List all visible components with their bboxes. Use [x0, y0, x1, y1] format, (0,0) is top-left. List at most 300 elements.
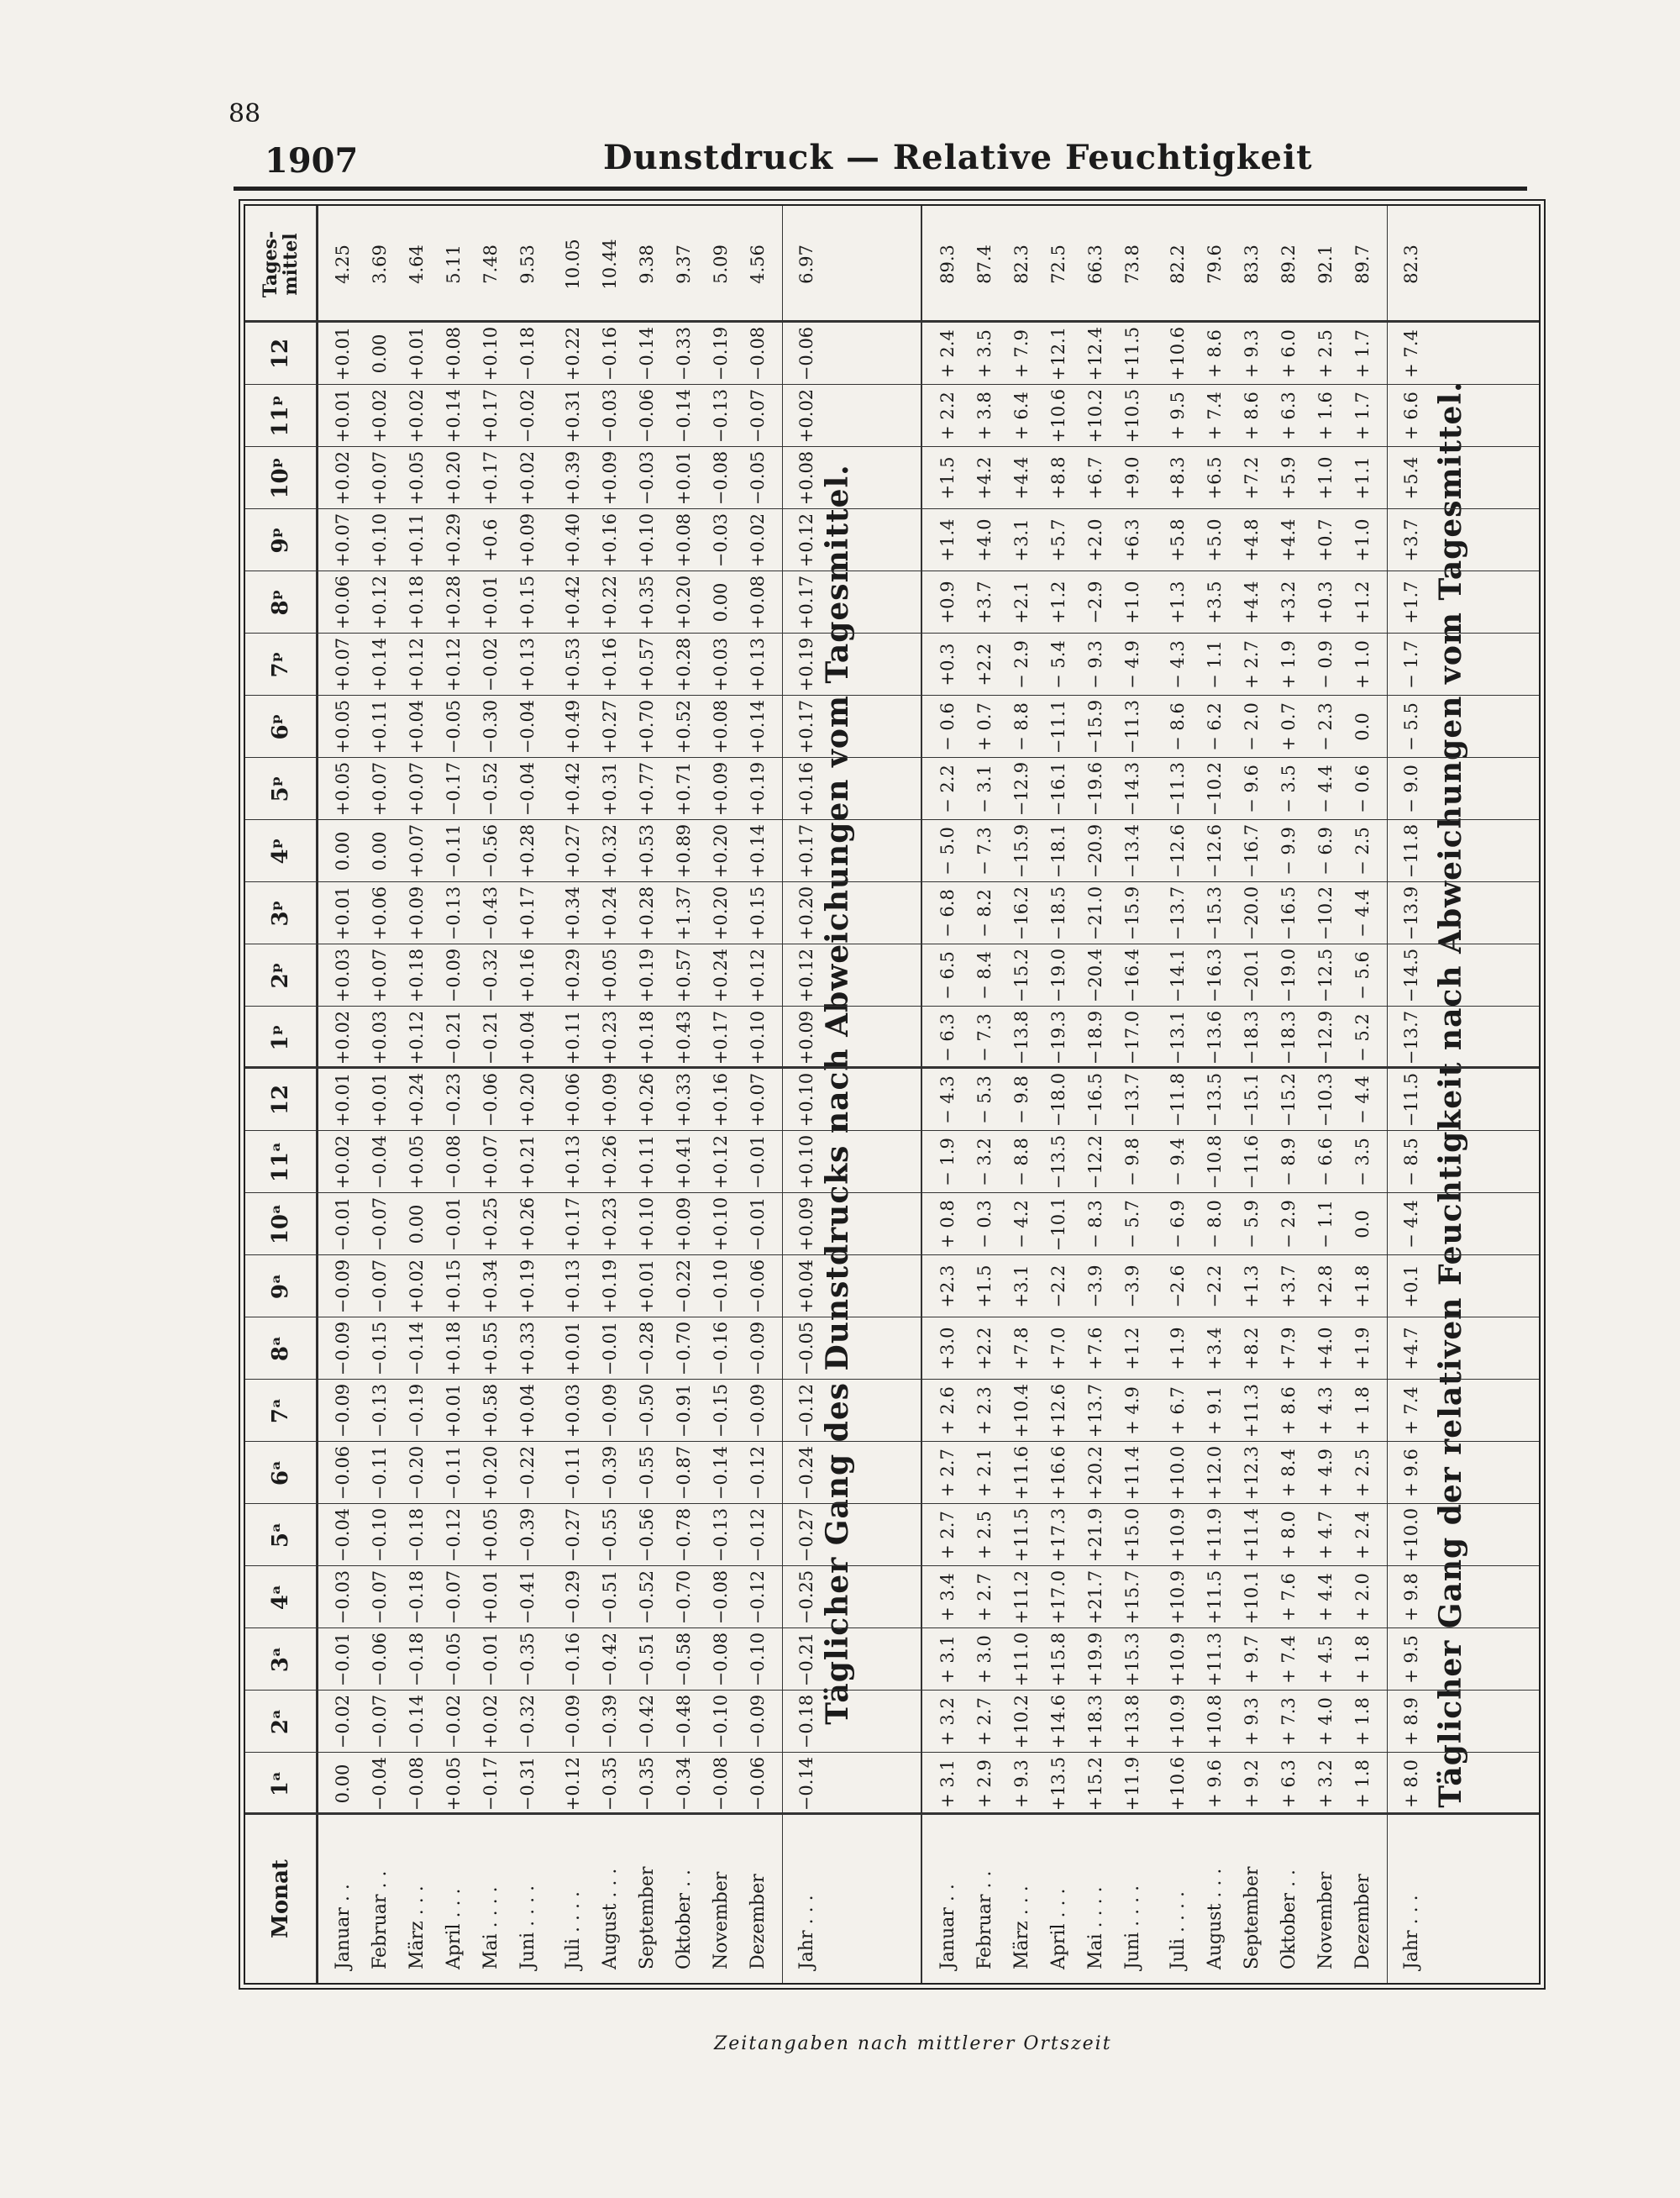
table-cell: +11.9 [1205, 1507, 1225, 1563]
table-cell: +0.20 [444, 450, 464, 506]
table-cell: +0.49 [563, 699, 583, 755]
table-cell: −10.2 [1205, 761, 1225, 817]
column-divider [245, 757, 1539, 758]
table-cell: +7.2 [1242, 456, 1262, 500]
table-cell: +11.6 [1011, 1445, 1032, 1501]
table-cell: −0.04 [370, 1134, 390, 1190]
table-cell: −20.0 [1242, 886, 1262, 941]
table-cell: +0.29 [444, 513, 464, 568]
table-cell: +0.1 [1401, 1265, 1421, 1308]
table-cell: +0.14 [370, 637, 390, 692]
table-cell: +0.19 [796, 637, 816, 692]
table-cell: −19.6 [1085, 761, 1105, 817]
table-cell: +0.04 [517, 1383, 538, 1438]
row-month-label: Mai . . . . [1084, 1886, 1106, 1969]
table-cell-mean: 73.8 [1122, 245, 1142, 284]
table-cell: +0.15 [517, 575, 538, 630]
table-cell: +0.17 [480, 450, 501, 506]
table-row [472, 206, 509, 1983]
column-divider [245, 384, 1539, 385]
table-cell: + 3.2 [1315, 1759, 1336, 1808]
table-cell: +0.01 [333, 326, 353, 381]
table-cell: +0.10 [480, 326, 501, 381]
table-cell: 0.00 [370, 334, 390, 374]
table-cell: +1.0 [1352, 518, 1373, 562]
table-cell: −0.12 [444, 1507, 464, 1563]
table-cell: +0.07 [333, 637, 353, 692]
table-cell: +1.37 [674, 886, 694, 941]
table-cell: −0.28 [637, 1321, 657, 1376]
table-cell: + 1.8 [1352, 1759, 1373, 1808]
table-cell: −0.05 [444, 699, 464, 755]
table-cell: −16.2 [1011, 886, 1032, 941]
table-cell: +15.2 [1085, 1756, 1105, 1812]
table-cell: +0.10 [370, 513, 390, 568]
table-cell: +0.31 [600, 761, 620, 817]
table-cell: +0.04 [517, 1010, 538, 1065]
column-divider [245, 1503, 1539, 1504]
table-cell: −0.22 [674, 1259, 694, 1314]
table-cell: +21.9 [1085, 1507, 1105, 1563]
table-cell: −0.18 [407, 1507, 427, 1563]
table-cell: −0.09 [600, 1383, 620, 1438]
table-cell: +7.0 [1048, 1327, 1068, 1370]
table-cell: +0.12 [370, 575, 390, 630]
table-cell: +20.2 [1085, 1445, 1105, 1501]
table-cell: −0.04 [517, 699, 538, 755]
table-cell: + 9.3 [1011, 1759, 1032, 1808]
table-cell: +1.2 [1122, 1327, 1142, 1370]
table-row [361, 206, 398, 1983]
table-cell: −12.6 [1168, 823, 1188, 879]
table-cell: − 8.8 [1011, 1138, 1032, 1186]
total-row-divider [782, 206, 783, 1983]
table-cell: +1.0 [1315, 456, 1336, 500]
table-cell: +0.09 [407, 886, 427, 941]
table-cell: +11.5 [1205, 1570, 1225, 1625]
table-cell: + 8.0 [1278, 1511, 1299, 1559]
table-cell: −0.09 [333, 1383, 353, 1438]
table-cell: −0.21 [480, 1010, 501, 1065]
table-cell: +0.20 [480, 1445, 501, 1501]
table-cell: +0.02 [748, 513, 768, 568]
table-cell: − 6.2 [1205, 702, 1225, 751]
table-cell: +0.17 [563, 1196, 583, 1252]
table-cell-mean: 89.3 [937, 245, 958, 284]
table-cell: +3.5 [1205, 581, 1225, 624]
table-cell: −2.9 [1085, 581, 1105, 624]
table-cell: −18.3 [1278, 1010, 1299, 1065]
table-cell: +0.17 [796, 823, 816, 879]
table-cell: −0.10 [711, 1259, 731, 1314]
table-cell: −15.9 [1122, 886, 1142, 941]
table-cell: +0.24 [600, 886, 620, 941]
table-cell: +0.13 [748, 637, 768, 692]
table-cell: +0.01 [370, 1072, 390, 1128]
column-header-hour: 9ᵖ [268, 527, 293, 554]
table-cell: −0.13 [711, 1507, 731, 1563]
table-cell: 0.0 [1352, 713, 1373, 741]
table-cell: +6.5 [1205, 456, 1225, 500]
table-cell: +10.2 [1011, 1694, 1032, 1749]
table-cell: −0.07 [370, 1570, 390, 1625]
column-header-hour: 10ᵖ [268, 457, 293, 499]
table-cell: +0.07 [407, 823, 427, 879]
table-cell: −20.1 [1242, 948, 1262, 1003]
table-cell: +0.23 [600, 1010, 620, 1065]
table-cell: − 7.3 [974, 1013, 995, 1062]
table-cell: +0.02 [407, 388, 427, 444]
table-cell: − 3.1 [974, 765, 995, 813]
table-cell: +0.70 [637, 699, 657, 755]
table-cell: +0.52 [674, 699, 694, 755]
table-cell: +0.02 [517, 450, 538, 506]
table-cell: + 1.9 [1278, 640, 1299, 689]
table-cell: + 9.1 [1205, 1386, 1225, 1435]
table-cell: −10.1 [1048, 1196, 1068, 1252]
section-divider [921, 206, 922, 1983]
table-cell: +0.28 [517, 823, 538, 879]
page-title: Dunstdruck — Relative Feuchtigkeit [603, 138, 1313, 177]
table-cell-mean: 89.2 [1278, 245, 1299, 284]
table-cell: + 7.4 [1401, 329, 1421, 378]
table-cell: +0.01 [674, 450, 694, 506]
table-cell: +0.08 [444, 326, 464, 381]
table-cell: +7.6 [1085, 1327, 1105, 1370]
table-cell: − 6.5 [937, 951, 958, 1000]
table-cell: +0.02 [370, 388, 390, 444]
table-cell: + 9.5 [1168, 392, 1188, 440]
table-cell: − 8.9 [1278, 1138, 1299, 1186]
table-cell: + 2.3 [974, 1386, 995, 1435]
table-cell: +10.8 [1205, 1694, 1225, 1749]
table-cell: −0.35 [517, 1632, 538, 1687]
table-cell: −0.07 [370, 1196, 390, 1252]
table-cell: − 4.4 [1352, 1075, 1373, 1124]
column-header-hour: 12 [268, 1084, 293, 1116]
table-cell-mean: 5.09 [711, 245, 731, 284]
table-cell: + 3.5 [974, 329, 995, 378]
table-cell: +0.15 [444, 1259, 464, 1314]
table-cell: + 4.7 [1315, 1511, 1336, 1559]
table-cell: + 1.8 [1352, 1635, 1373, 1684]
table-cell: + 1.7 [1352, 392, 1373, 440]
table-cell: −0.42 [637, 1694, 657, 1749]
table-cell: −0.43 [480, 886, 501, 941]
table-cell: + 4.9 [1315, 1449, 1336, 1497]
table-cell: −13.4 [1122, 823, 1142, 879]
column-divider [245, 1006, 1539, 1007]
table-cell: + 2.1 [974, 1449, 995, 1497]
column-header-mean: Tages-mittel [260, 230, 302, 298]
table-cell: −14.1 [1168, 948, 1188, 1003]
table-cell: −10.2 [1315, 886, 1336, 941]
table-cell: −0.08 [444, 1134, 464, 1190]
table-cell: +0.01 [333, 388, 353, 444]
table-cell: +10.9 [1168, 1632, 1188, 1687]
column-divider [245, 1192, 1539, 1193]
table-cell: −0.55 [637, 1445, 657, 1501]
table-row [788, 206, 825, 1983]
table-cell: +0.20 [674, 575, 694, 630]
table-cell: +10.0 [1168, 1445, 1188, 1501]
table-cell: − 9.3 [1085, 640, 1105, 689]
table-cell: + 6.3 [1278, 392, 1299, 440]
table-cell: −18.3 [1242, 1010, 1262, 1065]
table-cell: −16.3 [1205, 948, 1225, 1003]
table-cell-mean: 3.69 [370, 245, 390, 284]
table-cell: + 2.7 [974, 1697, 995, 1746]
table-cell: + 6.3 [1278, 1759, 1299, 1808]
table-cell: +17.3 [1048, 1507, 1068, 1563]
table-cell: − 9.0 [1401, 765, 1421, 813]
table-cell: −0.39 [600, 1694, 620, 1749]
table-cell: +0.21 [517, 1134, 538, 1190]
table-cell: + 1.8 [1352, 1386, 1373, 1435]
table-cell: + 1.8 [1352, 1697, 1373, 1746]
table-cell: +0.19 [517, 1259, 538, 1314]
table-cell: −0.06 [748, 1259, 768, 1314]
table-row [1114, 206, 1151, 1983]
column-divider [245, 1812, 1539, 1815]
table-cell: −0.05 [748, 450, 768, 506]
table-cell: +0.35 [637, 575, 657, 630]
table-cell: 0.00 [333, 1764, 353, 1804]
table-cell: +0.58 [480, 1383, 501, 1438]
table-cell: +2.0 [1085, 518, 1105, 562]
table-row [1003, 206, 1040, 1983]
table-cell: −19.0 [1048, 948, 1068, 1003]
column-header-hour: 7ᵖ [268, 651, 293, 678]
table-cell: −0.06 [796, 326, 816, 381]
table-cell: +21.7 [1085, 1570, 1105, 1625]
table-cell: +0.11 [370, 699, 390, 755]
table-cell: + 8.6 [1205, 329, 1225, 378]
table-cell: − 7.3 [974, 827, 995, 876]
table-cell: +0.06 [333, 575, 353, 630]
table-cell: +0.22 [563, 326, 583, 381]
table-cell-mean: 89.7 [1352, 245, 1373, 284]
table-cell: −13.7 [1122, 1072, 1142, 1128]
table-cell: +0.77 [637, 761, 657, 817]
table-cell: +0.10 [637, 513, 657, 568]
table-cell: +0.04 [796, 1259, 816, 1314]
table-cell: −0.29 [563, 1570, 583, 1625]
table-cell-mean: 4.56 [748, 245, 768, 284]
column-header-hour: 2ᵃ [268, 1708, 293, 1735]
table-cell: +0.02 [796, 388, 816, 444]
table-cell: −0.70 [674, 1570, 694, 1625]
table-cell: +3.1 [1011, 518, 1032, 562]
table-cell: −0.11 [370, 1445, 390, 1501]
row-month-label: Jahr . . . [795, 1895, 817, 1969]
table-cell: −16.1 [1048, 761, 1068, 817]
table-cell: −0.70 [674, 1321, 694, 1376]
table-cell: + 9.5 [1401, 1635, 1421, 1684]
page-number: 88 [228, 99, 261, 129]
row-month-label: November [1315, 1871, 1336, 1969]
column-header-row [245, 206, 318, 1983]
table-cell: + 7.6 [1278, 1573, 1299, 1622]
table-cell: + 6.0 [1278, 329, 1299, 378]
table-cell: + 9.6 [1205, 1759, 1225, 1808]
table-cell: −0.23 [444, 1072, 464, 1128]
total-row-divider [1387, 206, 1388, 1983]
table-cell: +0.12 [748, 948, 768, 1003]
table-cell: +0.9 [937, 581, 958, 624]
table-cell: −11.8 [1401, 823, 1421, 879]
table-cell: +0.09 [711, 761, 731, 817]
table-row [702, 206, 739, 1983]
table-cell-mean: 87.4 [974, 245, 995, 284]
table-cell: −0.10 [748, 1632, 768, 1687]
header-rule [234, 187, 1527, 191]
table-cell: +0.19 [748, 761, 768, 817]
table-cell: −20.4 [1085, 948, 1105, 1003]
table-cell: −0.15 [370, 1321, 390, 1376]
table-cell: −10.8 [1205, 1134, 1225, 1190]
table-cell: +0.42 [563, 575, 583, 630]
column-header-hour: 1ᵃ [268, 1770, 293, 1797]
table-cell: +11.3 [1205, 1632, 1225, 1687]
table-cell: +0.09 [517, 513, 538, 568]
table-row [1307, 206, 1344, 1983]
table-cell: +0.03 [370, 1010, 390, 1065]
table-cell: + 0.7 [974, 702, 995, 751]
table-cell: +0.03 [333, 948, 353, 1003]
table-cell: −0.14 [711, 1445, 731, 1501]
table-cell: −18.0 [1048, 1072, 1068, 1128]
table-cell: −13.9 [1401, 886, 1421, 941]
table-cell: −0.06 [748, 1756, 768, 1812]
table-cell: − 2.2 [937, 765, 958, 813]
section-title-dunstdruck: Täglicher Gang des Dunstdrucks nach Abweichungen vom Tagesmittel. [820, 464, 855, 1725]
table-cell: −0.09 [563, 1694, 583, 1749]
table-row [1393, 206, 1430, 1983]
table-cell: −13.7 [1168, 886, 1188, 941]
table-cell: +0.02 [333, 1134, 353, 1190]
table-cell: −0.39 [600, 1445, 620, 1501]
table-cell: +0.16 [711, 1072, 731, 1128]
table-cell: +10.0 [1401, 1507, 1421, 1563]
table-cell: +1.2 [1048, 581, 1068, 624]
table-cell: −0.04 [333, 1507, 353, 1563]
table-cell: +0.14 [748, 823, 768, 879]
section-divider [316, 206, 318, 1983]
table-cell: +0.34 [480, 1259, 501, 1314]
table-cell: −2.6 [1168, 1265, 1188, 1308]
table-cell-mean: 7.48 [480, 245, 501, 284]
table-cell: + 7.4 [1401, 1386, 1421, 1435]
table-cell: −0.14 [637, 326, 657, 381]
table-cell: −0.24 [796, 1445, 816, 1501]
table-cell: −15.3 [1205, 886, 1225, 941]
table-cell: −0.01 [333, 1196, 353, 1252]
table-cell-mean: 72.5 [1048, 245, 1068, 284]
table-cell: −12.5 [1315, 948, 1336, 1003]
table-cell: −0.51 [600, 1570, 620, 1625]
table-cell-mean: 66.3 [1085, 245, 1105, 284]
table-cell: +1.7 [1401, 581, 1421, 624]
section-feuchtigkeit [921, 206, 1539, 1983]
row-month-label: August . . . [1204, 1868, 1226, 1969]
table-cell: −0.18 [407, 1632, 427, 1687]
row-month-label: Jahr . . . [1400, 1895, 1422, 1969]
table-cell: +0.16 [600, 513, 620, 568]
table-cell: +8.2 [1242, 1327, 1262, 1370]
table-cell: +0.06 [370, 886, 390, 941]
table-cell: +0.06 [563, 1072, 583, 1128]
row-month-label: Februar . . [974, 1870, 995, 1969]
table-row [435, 206, 472, 1983]
table-cell: − 9.8 [1122, 1138, 1142, 1186]
table-cell: −12.9 [1011, 761, 1032, 817]
table-cell: +11.9 [1122, 1756, 1142, 1812]
column-divider [245, 320, 1539, 323]
table-cell: −0.21 [444, 1010, 464, 1065]
table-cell: +3.7 [974, 581, 995, 624]
table-cell: −0.30 [480, 699, 501, 755]
table-cell: + 3.8 [974, 392, 995, 440]
table-cell: + 9.6 [1401, 1449, 1421, 1497]
table-cell: +0.18 [407, 575, 427, 630]
table-cell: +0.6 [480, 518, 501, 562]
table-cell: − 5.4 [1048, 640, 1068, 689]
table-cell: +8.3 [1168, 456, 1188, 500]
column-header-hour: 11ᵖ [268, 395, 293, 437]
table-cell: −0.03 [637, 450, 657, 506]
table-cell: +0.10 [748, 1010, 768, 1065]
table-row [591, 206, 628, 1983]
row-month-label: Dezember [1352, 1874, 1373, 1969]
table-cell-mean: 82.2 [1168, 245, 1188, 284]
table-cell: +0.39 [563, 450, 583, 506]
row-month-label: April . . . [443, 1888, 465, 1969]
table-cell: −0.42 [600, 1632, 620, 1687]
table-cell: +0.23 [600, 1196, 620, 1252]
table-cell: +1.9 [1168, 1327, 1188, 1370]
column-divider [245, 1130, 1539, 1131]
table-cell: +0.04 [407, 699, 427, 755]
table-cell: −0.07 [748, 388, 768, 444]
table-cell: −0.11 [444, 823, 464, 879]
table-cell: +0.33 [674, 1072, 694, 1128]
table-cell: +0.27 [563, 823, 583, 879]
table-cell: +4.7 [1401, 1327, 1421, 1370]
table-cell: +0.12 [407, 1010, 427, 1065]
table-cell: −0.12 [748, 1570, 768, 1625]
table-cell: +0.07 [480, 1134, 501, 1190]
table-cell: −0.18 [517, 326, 538, 381]
table-cell: −2.2 [1205, 1265, 1225, 1308]
table-cell: −0.17 [444, 761, 464, 817]
table-cell: −0.33 [674, 326, 694, 381]
table-cell: +0.57 [674, 948, 694, 1003]
table-cell: −0.10 [711, 1694, 731, 1749]
table-cell: − 4.3 [1168, 640, 1188, 689]
table-cell: +0.10 [711, 1196, 731, 1252]
column-header-hour: 6ᵖ [268, 713, 293, 740]
table-cell: −0.01 [748, 1134, 768, 1190]
table-cell: +0.05 [444, 1756, 464, 1812]
table-row [929, 206, 966, 1983]
table-cell: −0.01 [600, 1321, 620, 1376]
table-cell: −18.9 [1085, 1010, 1105, 1065]
table-cell: − 8.3 [1085, 1200, 1105, 1249]
table-cell: −13.1 [1168, 1010, 1188, 1065]
table-cell: +3.7 [1401, 518, 1421, 562]
table-cell: +0.11 [563, 1010, 583, 1065]
